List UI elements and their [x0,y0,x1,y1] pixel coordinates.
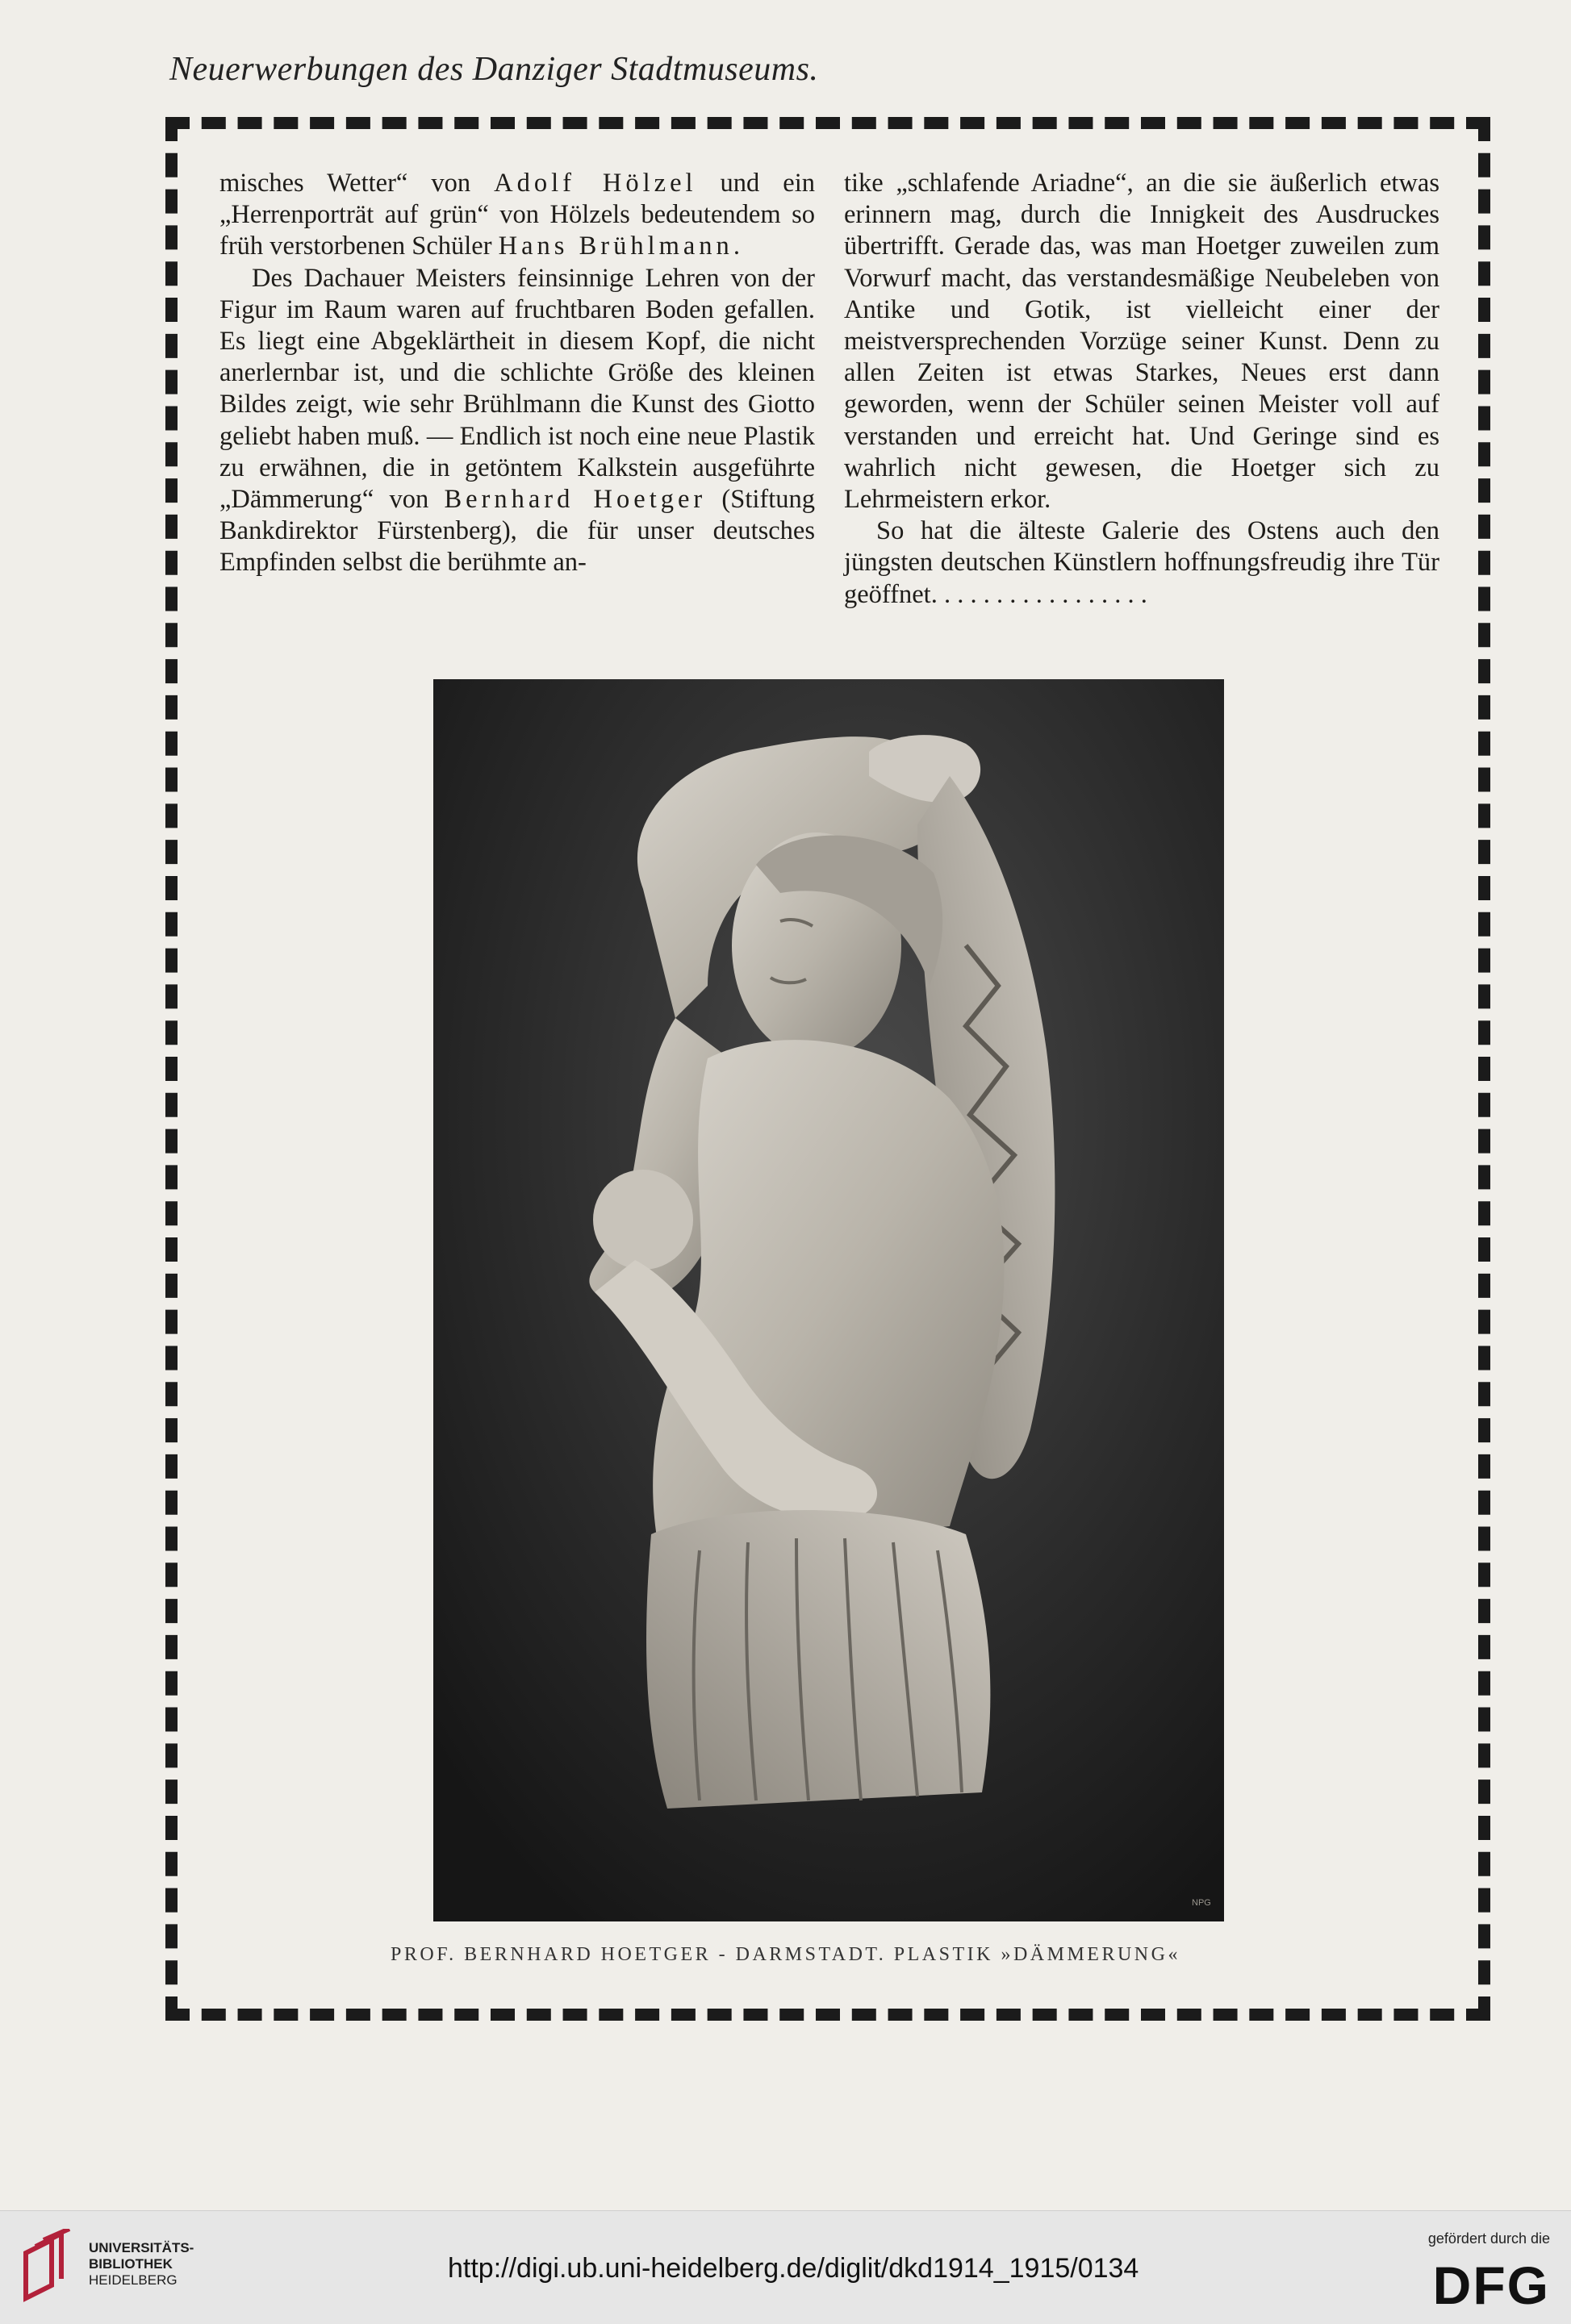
library-name-line1: UNIVERSITÄTS- [89,2240,194,2255]
article-body [219,168,1439,652]
spaced-name: Hans Brühlmann [498,232,733,261]
paragraph [219,168,815,263]
text-run: misches Wetter“ von [219,169,495,198]
digital-library-footer [0,2210,1571,2324]
spaced-name: Adolf Hölzel [494,169,697,198]
text-run: Des Dachauer Meisters feinsinnige Lehren von der Figur im Raum waren auf fruchtbaren Boden gefallen. Es liegt eine Abgeklärtheit in diesem Kopf, die nicht anerlernbar ist, und die schlichte Größe des kleinen Bildes zeigt, wie sehr Brühlmann die Kunst des Giotto geliebt haben muß. — Endlich ist noch eine neue Plastik zu erwähnen, die in getöntem Kalkstein ausgeführte „Dämmerung“ von [219,263,815,515]
running-head: Neuerwerbungen des Danziger Stadtmuseums. [169,51,819,88]
text-run: und ein „Herrenporträt auf grün“ von Hölzels bedeutendem so früh verstorbenen Schüler [219,169,815,261]
sculpture-photo [433,679,1224,1921]
photographer-signature: NPG [1192,1898,1211,1908]
text-column-right [844,168,1439,652]
dfg-logo: DFG [1432,2255,1550,2315]
library-name-line2: BIBLIOTHEK [89,2256,173,2272]
paragraph [844,168,1439,515]
university-library-logo-icon [19,2229,76,2306]
paragraph [844,515,1439,611]
text-run: tike „schlafende Ariadne“, an die sie äußerlich etwas erinnern mag, durch die Innigkeit des Ausdruckes übertrifft. Gerade das, was man Hoetger zuweilen zum Vorwurf macht, das verstandesmäßige Neubeleben von Antike und Gotik, ist vielleicht einer der meistversprechenden Vorzüge seiner Kunst. Denn zu allen Zeiten ist etwas Starkes, Neues erst dann geworden, wenn der Schüler seinen Meister voll auf verstanden und erreicht hat. Und Geringe sind es wahrlich nicht gewesen, die Hoetger sich zu Lehrmeistern erkor. [844,169,1439,515]
spaced-name: Bernhard Hoetger [444,485,707,515]
text-run: (Stiftung Bankdirektor Fürstenberg), die für unser deutsches Empfinden selbst die berühmte an- [219,485,815,578]
library-name-line3: HEIDELBERG [89,2272,178,2288]
text-column-left [219,168,815,652]
text-run: So hat die älteste Galerie des Ostens auch den jüngsten deutschen Künstlern hoffnungsfreudig ihre Tür geöffnet. . . . . . . . . . . . . . . . . [844,516,1439,609]
sculpture-illustration [433,679,1224,1921]
figure-caption: PROF. BERNHARD HOETGER - DARMSTADT. PLASTIK »DÄMMERUNG« [391,1944,1180,1965]
permalink-url[interactable]: http://digi.ub.uni-heidelberg.de/diglit/dkd1914_1915/0134 [448,2253,1139,2284]
text-run: . [733,232,740,261]
paragraph [219,263,815,579]
library-name [89,2240,194,2289]
funding-note: gefördert durch die [1427,2230,1550,2247]
